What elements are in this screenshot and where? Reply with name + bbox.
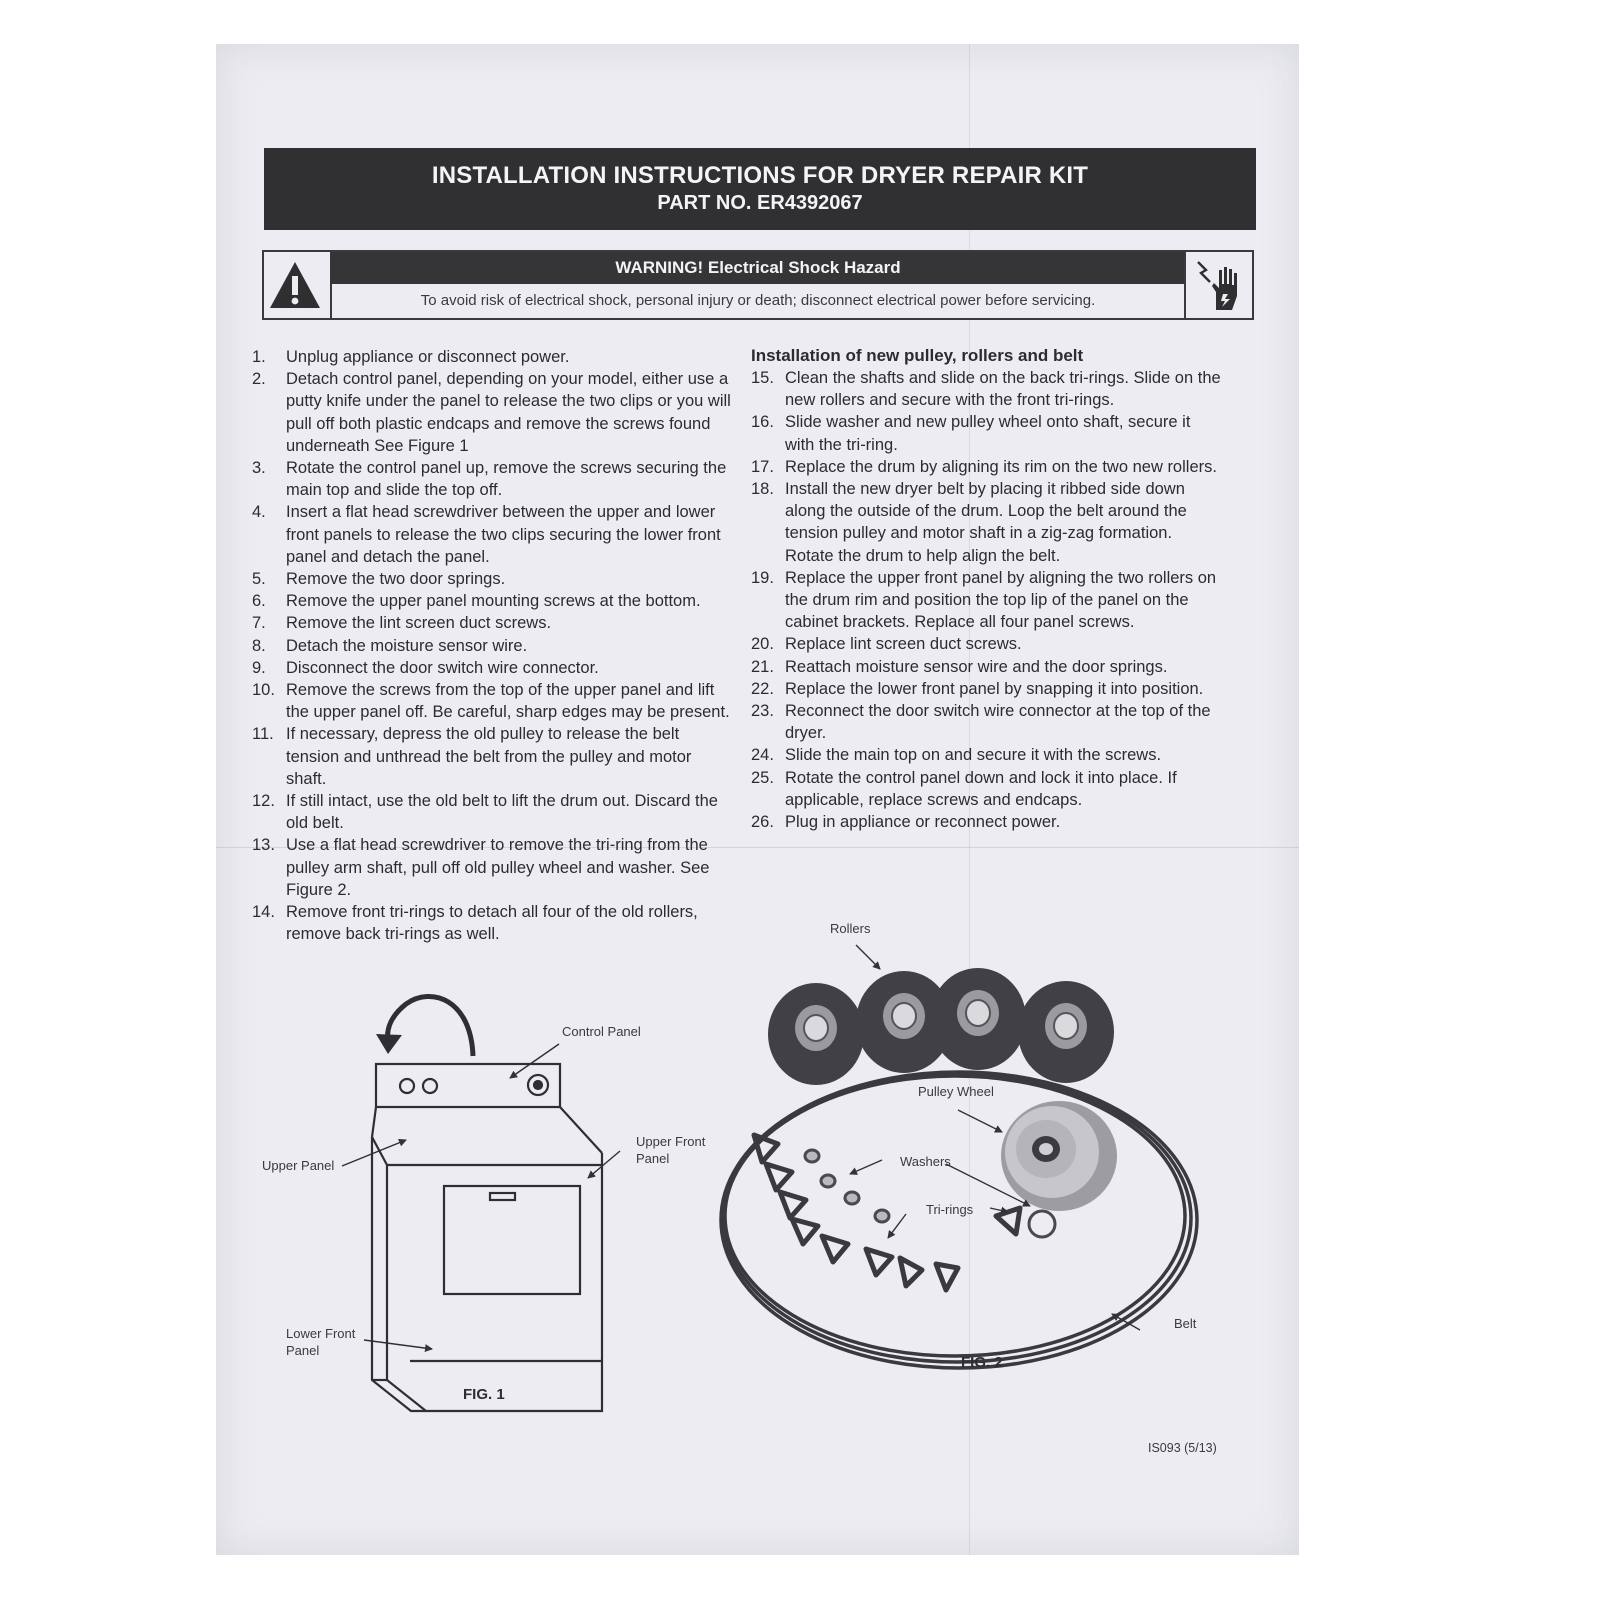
- step-number: 25.: [751, 768, 774, 787]
- pulley-wheel-drawing: [1001, 1101, 1117, 1211]
- step-text: Remove front tri-rings to detach all four of the old rollers, remove back tri-rings as well.: [286, 903, 698, 944]
- step-number: 19.: [751, 568, 774, 587]
- step-text: Replace the upper front panel by aligning the two rollers on the drum rim and position the top lip of the panel on the cabinet brackets. Replace all four panel screws.: [785, 568, 1217, 632]
- step-text: Use a flat head screwdriver to remove the tri-ring from the pulley arm shaft, pull off old pulley wheel and washer. See Figure 2.: [286, 836, 710, 899]
- label-rollers: Rollers: [830, 921, 871, 936]
- instruction-sheet: [216, 44, 1299, 1555]
- step-text: Reattach moisture sensor wire and the door springs.: [785, 657, 1168, 676]
- roller-4: [1018, 981, 1114, 1083]
- step-number: 22.: [751, 679, 774, 698]
- label-upper-front-panel-line1: Upper Front: [636, 1134, 706, 1149]
- step-number: 2.: [252, 370, 266, 389]
- section-heading: Installation of new pulley, rollers and belt: [751, 346, 1084, 365]
- step-text: If still intact, use the old belt to lift the drum out. Discard the old belt.: [286, 792, 718, 833]
- step-number: 24.: [751, 746, 774, 765]
- label-upper-front-panel-line2: Panel: [636, 1151, 670, 1166]
- step-text: Detach the moisture sensor wire.: [286, 636, 528, 655]
- label-tri-rings: Tri-rings: [926, 1202, 974, 1217]
- fig1-caption: FIG. 1: [463, 1386, 505, 1403]
- fig1-dryer-drawing: [342, 996, 620, 1411]
- step-number: 17.: [751, 457, 774, 476]
- step-number: 14.: [252, 903, 275, 922]
- step-text: Remove the upper panel mounting screws at the bottom.: [286, 592, 701, 611]
- step-number: 12.: [252, 792, 275, 811]
- step-text: Install the new dryer belt by placing it ribbed side down along the outside of the drum. Loop the belt around the tension pulley and motor shaft in a zig-zag formation. Rotate the drum to help align the belt.: [785, 480, 1187, 565]
- step-number: 4.: [252, 503, 266, 522]
- step-text: Replace the drum by aligning its rim on the two new rollers.: [785, 457, 1217, 476]
- part-number: PART NO. ER4392067: [657, 192, 863, 214]
- step-number: 16.: [751, 413, 774, 432]
- step-number: 18.: [751, 480, 774, 499]
- step-number: 8.: [252, 636, 266, 655]
- step-text: Rotate the control panel up, remove the screws securing the main top and slide the top off.: [286, 459, 727, 500]
- label-washers: Washers: [900, 1154, 951, 1169]
- warning-heading: WARNING! Electrical Shock Hazard: [330, 252, 1186, 284]
- step-number: 15.: [751, 369, 774, 387]
- step-text: Slide washer and new pulley wheel onto shaft, secure it with the tri-ring.: [785, 413, 1191, 454]
- rollers-drawing: [768, 968, 1114, 1085]
- step-text: Insert a flat head screwdriver between the upper and lower front panels to release the two clips securing the lower front panel and detach the panel.: [286, 503, 721, 566]
- fig2-kit-drawing: [721, 945, 1197, 1368]
- step-number: 11.: [252, 725, 274, 744]
- step-number: 6.: [252, 592, 266, 611]
- label-belt: Belt: [1174, 1316, 1197, 1331]
- step-text: Remove the two door springs.: [286, 570, 506, 589]
- roller-1: [768, 983, 864, 1085]
- step-text: If necessary, depress the old pulley to release the belt tension and unthread the belt from the pulley and motor shaft.: [286, 725, 692, 788]
- roller-3: [930, 968, 1026, 1070]
- document-code: IS093 (5/13): [1148, 1441, 1217, 1455]
- step-number: 9.: [252, 658, 266, 677]
- step-number: 26.: [751, 813, 774, 832]
- step-text: Replace the lower front panel by snapping it into position.: [785, 679, 1204, 698]
- step-number: 20.: [751, 635, 774, 654]
- label-upper-panel: Upper Panel: [262, 1158, 335, 1173]
- step-text: Unplug appliance or disconnect power.: [286, 348, 570, 366]
- step-number: 7.: [252, 614, 266, 633]
- step-number: 5.: [252, 570, 266, 589]
- label-control-panel: Control Panel: [562, 1024, 641, 1039]
- step-text: Remove the screws from the top of the upper panel and lift the upper panel off. Be careful, sharp edges may be present.: [286, 681, 730, 722]
- warning-text: To avoid risk of electrical shock, personal injury or death; disconnect electrical power before servicing.: [420, 292, 1096, 309]
- label-lower-front-panel-line1: Lower Front: [286, 1326, 356, 1341]
- step-number: 13.: [252, 836, 275, 855]
- step-number: 10.: [252, 681, 275, 700]
- step-text: Slide the main top on and secure it with the screws.: [785, 746, 1162, 765]
- step-number: 21.: [751, 657, 774, 676]
- label-pulley-wheel: Pulley Wheel: [918, 1084, 994, 1099]
- step-text: Detach control panel, depending on your model, either use a putty knife under the panel to release the two clips or you will pull off both plastic endcaps and remove the screws found underneath See Figure 1: [286, 370, 731, 455]
- figures-illustration: [216, 44, 1299, 1555]
- step-text: Clean the shafts and slide on the back tri-rings. Slide on the new rollers and secure with the front tri-rings.: [785, 369, 1221, 410]
- label-lower-front-panel-line2: Panel: [286, 1343, 320, 1358]
- step-text: Replace lint screen duct screws.: [785, 635, 1022, 654]
- step-number: 23.: [751, 702, 774, 721]
- step-text: Disconnect the door switch wire connector.: [286, 658, 599, 677]
- step-text: Rotate the control panel down and lock it into place. If applicable, replace screws and endcaps.: [785, 768, 1177, 809]
- step-text: Plug in appliance or reconnect power.: [785, 813, 1061, 832]
- step-number: 1.: [252, 348, 266, 366]
- step-text: Remove the lint screen duct screws.: [286, 614, 552, 633]
- step-text: Reconnect the door switch wire connector at the top of the dryer.: [785, 702, 1211, 743]
- fig2-caption: FIG. 2: [961, 1354, 1003, 1371]
- step-number: 3.: [252, 459, 266, 478]
- document-title: INSTALLATION INSTRUCTIONS FOR DRYER REPAIR KIT: [431, 162, 1089, 189]
